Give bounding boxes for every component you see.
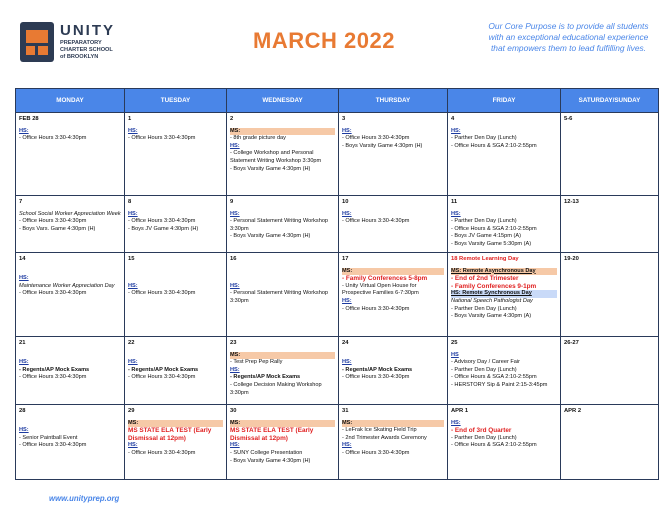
day-number: 22	[128, 340, 135, 346]
event-line: MS:	[230, 420, 335, 428]
day-number: 2	[230, 116, 234, 122]
event-line: MS: Remote Asynchronous Day	[451, 268, 557, 276]
day-number: 26-27	[564, 340, 579, 346]
event-line: - Parther Den Day (Lunch)	[451, 218, 517, 225]
event-line: - Office Hours 3:30-4:30pm	[19, 135, 87, 142]
calendar-day-cell	[339, 337, 448, 405]
event-line: HS:	[230, 366, 240, 373]
event-line: - Personal Statement Writing Workshop 3:30pm	[230, 290, 330, 304]
event-line: - Boys Varsity Game 4:30pm (H)	[230, 457, 311, 464]
event-line: - College Decision Making Workshop 3:30pm	[230, 381, 324, 396]
calendar-week-row	[16, 405, 659, 480]
day-number: 12-13	[564, 199, 579, 205]
event-line: - Test Prep Pep Rally	[230, 359, 283, 366]
calendar-day-cell	[448, 405, 561, 480]
event-line: HS:	[342, 359, 352, 366]
event-line: MS STATE ELA TEST (Early Dismissal at 12pm)	[128, 427, 214, 442]
calendar-day-cell	[16, 113, 125, 196]
event-line: - Parther Den Day (Lunch)	[451, 135, 517, 142]
page-title: MARCH 2022	[253, 28, 395, 53]
event-line: MS:	[230, 128, 335, 136]
event-line: - Office Hours 3:30-4:30pm	[128, 374, 196, 381]
logo-subtitle: PREPARATORY CHARTER SCHOOL of BROOKLYN	[60, 40, 113, 60]
event-line: Maintenance Worker Appreciation Day	[19, 282, 115, 289]
event-line: - 2nd Trimester Awards Ceremony	[342, 434, 427, 441]
day-number: 1	[128, 116, 132, 122]
event-line	[230, 268, 335, 276]
calendar-day-cell	[339, 405, 448, 480]
logo-wordmark: UNITY	[60, 22, 115, 39]
event-line: - Office Hours 3:30-4:30pm	[128, 218, 196, 225]
event-line	[19, 352, 121, 360]
calendar-day-cell	[16, 196, 125, 253]
event-line: HS:	[230, 210, 240, 217]
event-line: HS:	[19, 427, 29, 434]
calendar-day-cell	[16, 337, 125, 405]
calendar-day-cell	[561, 337, 659, 405]
event-line: HS:	[451, 419, 461, 426]
event-line: - Office Hours 3:30-4:30pm	[19, 442, 87, 449]
calendar-day-cell	[227, 405, 339, 480]
event-line: - Office Hours 3:30-4:30pm	[342, 305, 410, 312]
event-line: HS:	[451, 210, 461, 217]
header-friday: FRIDAY	[448, 89, 561, 113]
event-line: - Office Hours 3:30-4:30pm	[342, 218, 410, 225]
event-line: - Boys Varsity Game 4:30pm (A)	[451, 313, 532, 320]
event-line: HS:	[128, 210, 138, 217]
day-number: 3	[342, 116, 346, 122]
day-number: 29	[128, 408, 135, 414]
event-line: - Boys Vars. Game 4:30pm (H)	[19, 225, 96, 232]
event-line: HS:	[230, 442, 240, 449]
calendar-day-cell	[125, 253, 227, 337]
event-line	[128, 352, 223, 360]
event-line: - Office Hours 3:30-4:30pm	[19, 218, 87, 225]
event-line: - End of 3rd Quarter	[451, 427, 512, 435]
event-line: - Office Hours & SGA 2:10-2:55pm	[451, 442, 537, 449]
event-line: HS:	[19, 359, 29, 366]
event-line: - Office Hours 3:30-4:30pm	[128, 135, 196, 142]
event-line: - 8th grade picture day	[230, 135, 286, 142]
header-tuesday: TUESDAY	[125, 89, 227, 113]
event-line: HS:	[19, 275, 29, 282]
day-number: 19-20	[564, 256, 579, 262]
day-number: 25	[451, 340, 458, 346]
day-number: 17	[342, 256, 349, 262]
event-line: - Senior Paintball Event	[19, 434, 78, 441]
day-number: 4	[451, 116, 455, 122]
calendar-day-cell	[561, 196, 659, 253]
event-line	[342, 352, 444, 360]
day-number: 10	[342, 199, 349, 205]
event-line: HS:	[19, 127, 29, 134]
event-line: HS:	[342, 127, 352, 134]
day-number: 16	[230, 256, 237, 262]
event-line: - Regents/AP Mock Exams	[128, 366, 199, 373]
event-line: - Office Hours 3:30-4:30pm	[342, 374, 410, 381]
day-number: 28	[19, 408, 26, 414]
event-line: - End of 2nd Trimester	[451, 275, 519, 283]
day-number: 23	[230, 340, 237, 346]
calendar-header-row	[16, 89, 659, 113]
calendar-day-cell	[16, 253, 125, 337]
calendar-day-cell	[448, 113, 561, 196]
day-number: FEB 28	[19, 116, 39, 122]
event-line: - Boys JV Game 4:15pm (A)	[451, 233, 521, 240]
calendar-day-cell	[448, 253, 561, 337]
day-number: 7	[19, 199, 23, 205]
event-line: - Office Hours 3:30-4:30pm	[128, 449, 196, 456]
event-line: - Regents/AP Mock Exams	[19, 366, 90, 373]
event-line: HS:	[342, 442, 352, 449]
event-line	[230, 275, 335, 283]
calendar-day-cell	[227, 113, 339, 196]
calendar-day-cell	[227, 253, 339, 337]
event-line: - Office Hours 3:30-4:30pm	[342, 135, 410, 142]
day-number: 31	[342, 408, 349, 414]
event-line: HS:	[342, 210, 352, 217]
event-line: - Parther Den Day (Lunch)	[451, 434, 517, 441]
event-line: - Office Hours & SGA 2:10-2:55pm	[451, 374, 537, 381]
calendar-day-cell	[561, 405, 659, 480]
event-line: - Parther Den Day (Lunch)	[451, 305, 517, 312]
event-line: - Regents/AP Mock Exams	[342, 366, 413, 373]
calendar-week-row	[16, 253, 659, 337]
day-number: 30	[230, 408, 237, 414]
event-line: - Office Hours & SGA 2:10-2:55pm	[451, 225, 537, 232]
event-line: MS:	[342, 268, 444, 276]
event-line: HS:	[128, 127, 138, 134]
event-line: - Boys Varsity Game 4:30pm (H)	[342, 142, 423, 149]
calendar-day-cell	[125, 113, 227, 196]
event-line: HS:	[451, 127, 461, 134]
event-line	[19, 420, 121, 428]
header-thursday: THURSDAY	[339, 89, 448, 113]
event-line: - SUNY College Presentation	[230, 449, 303, 456]
day-number: 14	[19, 256, 26, 262]
core-purpose-text: Our Core Purpose is to provide all students with an exceptional educational experience that empowers them to lead fulfilling lives.	[488, 21, 649, 53]
calendar-day-cell	[561, 113, 659, 196]
event-line: HS:	[230, 142, 240, 149]
calendar-table	[15, 88, 659, 480]
event-line: - Office Hours 3:30-4:30pm	[19, 374, 87, 381]
event-line: HS	[451, 351, 459, 358]
calendar-week-row	[16, 196, 659, 253]
event-line: - Unity Virtual Open House for Prospective Families 6-7:30pm	[342, 282, 419, 297]
calendar-day-cell	[227, 196, 339, 253]
event-line	[19, 268, 121, 276]
calendar-day-cell	[125, 405, 227, 480]
day-number: 18 Remote Learning Day	[451, 256, 519, 262]
day-number: 8	[128, 199, 132, 205]
event-line: HS:	[128, 359, 138, 366]
event-line: - HERSTORY Sip & Paint 2:15-3:45pm	[451, 381, 548, 388]
calendar-day-cell	[125, 196, 227, 253]
event-line: MS:	[128, 420, 223, 428]
event-line	[128, 268, 223, 276]
event-line: MS STATE ELA TEST (Early Dismissal at 12pm)	[230, 427, 316, 442]
header-weekend: SATURDAY/SUNDAY	[561, 89, 659, 113]
event-line: School Social Worker Appreciation Week	[19, 210, 121, 217]
day-number: APR 1	[451, 408, 469, 414]
calendar-week-row	[16, 337, 659, 405]
event-line: MS:	[230, 352, 335, 360]
event-line: - Boys JV Game 4:30pm (H)	[128, 225, 199, 232]
calendar-day-cell	[448, 337, 561, 405]
calendar-day-cell	[339, 113, 448, 196]
event-line: - Parther Den Day (Lunch)	[451, 366, 517, 373]
school-logo	[20, 22, 132, 70]
event-line: HS:	[128, 282, 138, 289]
header-wednesday: WEDNESDAY	[227, 89, 339, 113]
event-line: - Family Conferences 5-8pm	[342, 275, 428, 283]
event-line: MS:	[342, 420, 444, 428]
day-number: APR 2	[564, 408, 582, 414]
event-line: - Boys Varsity Game 5:30pm (A)	[451, 240, 532, 247]
logo-mark-icon	[20, 22, 54, 62]
header-monday: MONDAY	[16, 89, 125, 113]
event-line: National Speech Pathologist Day	[451, 297, 533, 304]
event-line: - Personal Statement Writing Workshop 3:30pm	[230, 218, 330, 232]
event-line: HS:	[128, 442, 138, 449]
day-number: 15	[128, 256, 135, 262]
calendar-day-cell	[339, 253, 448, 337]
event-line: - Office Hours 3:30-4:30pm	[342, 449, 410, 456]
calendar-day-cell	[16, 405, 125, 480]
day-number: 21	[19, 340, 26, 346]
calendar-week-row	[16, 113, 659, 196]
event-line: - Office Hours 3:30-4:30pm	[19, 290, 87, 297]
calendar-day-cell	[125, 337, 227, 405]
event-line: - Office Hours 3:30-4:30pm	[128, 290, 196, 297]
calendar-day-cell	[339, 196, 448, 253]
event-line: - Regents/AP Mock Exams	[230, 374, 301, 381]
event-line	[128, 275, 223, 283]
calendar-day-cell	[561, 253, 659, 337]
day-number: 9	[230, 199, 234, 205]
day-number: 11	[451, 199, 458, 205]
event-line: - Office Hours & SGA 2:10-2:55pm	[451, 142, 537, 149]
event-line: - Boys Varsity Game 4:30pm (H)	[230, 233, 311, 240]
event-line: - LeFrak Ice Skating Field Trip	[342, 427, 417, 434]
calendar-day-cell	[448, 196, 561, 253]
event-line: - Advisory Day / Career Fair	[451, 359, 521, 366]
website-link[interactable]: www.unityprep.org	[49, 494, 120, 503]
day-number: 5-6	[564, 116, 573, 122]
event-line: HS: Remote Synchronous Day	[451, 290, 557, 298]
day-number: 24	[342, 340, 349, 346]
event-line: - Family Conferences 9-1pm	[451, 282, 537, 290]
event-line: HS:	[230, 282, 240, 289]
event-line: - Boys Varsity Game 4:30pm (H)	[230, 165, 311, 172]
event-line: HS:	[342, 297, 352, 304]
calendar-day-cell	[227, 337, 339, 405]
event-line: - College Workshop and Personal Statement Writing Workshop 3:30pm	[230, 150, 322, 164]
